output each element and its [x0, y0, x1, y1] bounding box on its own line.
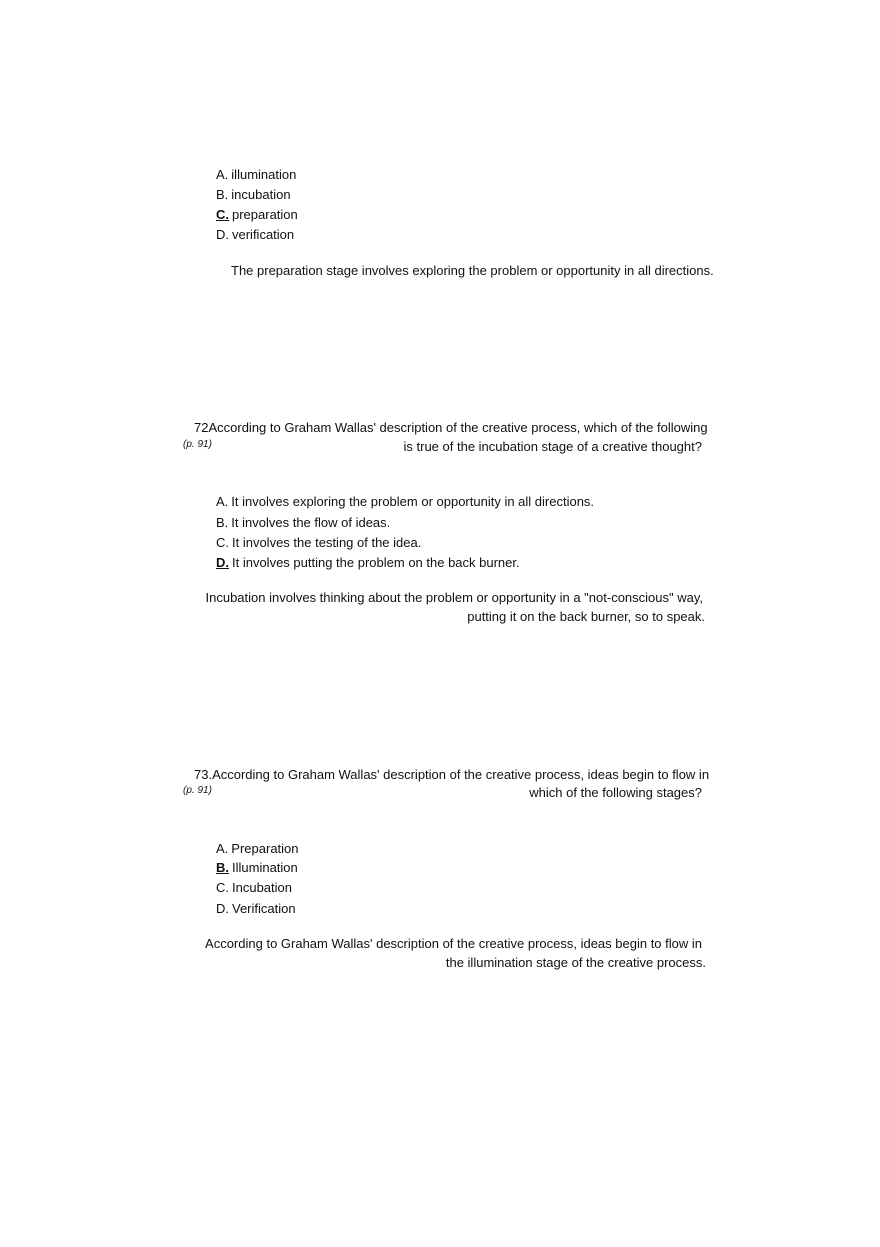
question-number: 72 — [194, 420, 209, 435]
explanation-line1: According to Graham Wallas' description of the creative process, ideas begin to flow in — [205, 936, 702, 951]
option-letter: D. — [216, 227, 229, 242]
option-text: It involves putting the problem on the back burner. — [232, 555, 520, 570]
option-d-correct — [216, 555, 520, 570]
option-c — [216, 535, 421, 550]
option-text: illumination — [231, 167, 297, 182]
option-text: It involves the testing of the idea. — [232, 535, 422, 550]
option-letter: D. — [216, 901, 229, 916]
question-72-line1 — [194, 420, 708, 435]
option-c-correct — [216, 207, 298, 222]
option-b — [216, 187, 291, 202]
option-text: Incubation — [232, 880, 292, 895]
page-reference: (p. 91) — [183, 439, 212, 450]
option-letter: A. — [216, 167, 229, 182]
option-b — [216, 515, 390, 530]
explanation-line2: putting it on the back burner, so to speak. — [467, 609, 705, 624]
option-text: verification — [232, 227, 295, 242]
option-text: Illumination — [232, 860, 298, 875]
option-letter: C. — [216, 535, 229, 550]
question-text: According to Graham Wallas' description of the creative process, ideas begin to flow in — [212, 767, 710, 782]
question-number: 73. — [194, 767, 213, 782]
option-a — [216, 841, 299, 856]
option-text: It involves exploring the problem or opportunity in all directions. — [231, 494, 595, 509]
option-letter: B. — [216, 187, 229, 202]
option-a — [216, 494, 594, 509]
option-d — [216, 901, 296, 916]
page-reference: (p. 91) — [183, 785, 212, 796]
option-c — [216, 880, 292, 895]
question-72-line2: is true of the incubation stage of a creative thought? — [403, 439, 702, 454]
explanation-text: The preparation stage involves exploring the problem or opportunity in all directions. — [231, 263, 714, 278]
option-text: Preparation — [231, 841, 299, 856]
option-a — [216, 167, 296, 182]
option-text: preparation — [232, 207, 298, 222]
question-73-line1 — [194, 767, 709, 782]
correct-answer-letter: B. — [216, 860, 229, 875]
option-d — [216, 227, 294, 242]
option-letter: B. — [216, 515, 229, 530]
explanation-line2: the illumination stage of the creative process. — [445, 955, 706, 970]
option-letter: A. — [216, 841, 229, 856]
option-letter: A. — [216, 494, 229, 509]
option-text: incubation — [231, 187, 291, 202]
explanation-line1: Incubation involves thinking about the problem or opportunity in a "not-conscious" way, — [205, 590, 703, 605]
correct-answer-letter: D. — [216, 555, 229, 570]
option-letter: C. — [216, 880, 229, 895]
option-text: It involves the flow of ideas. — [231, 515, 391, 530]
question-text: According to Graham Wallas' description of the creative process, which of the following — [208, 420, 708, 435]
correct-answer-letter: C. — [216, 207, 229, 222]
question-73-line2: which of the following stages? — [529, 785, 702, 800]
option-text: Verification — [232, 901, 296, 916]
option-b-correct — [216, 860, 298, 875]
